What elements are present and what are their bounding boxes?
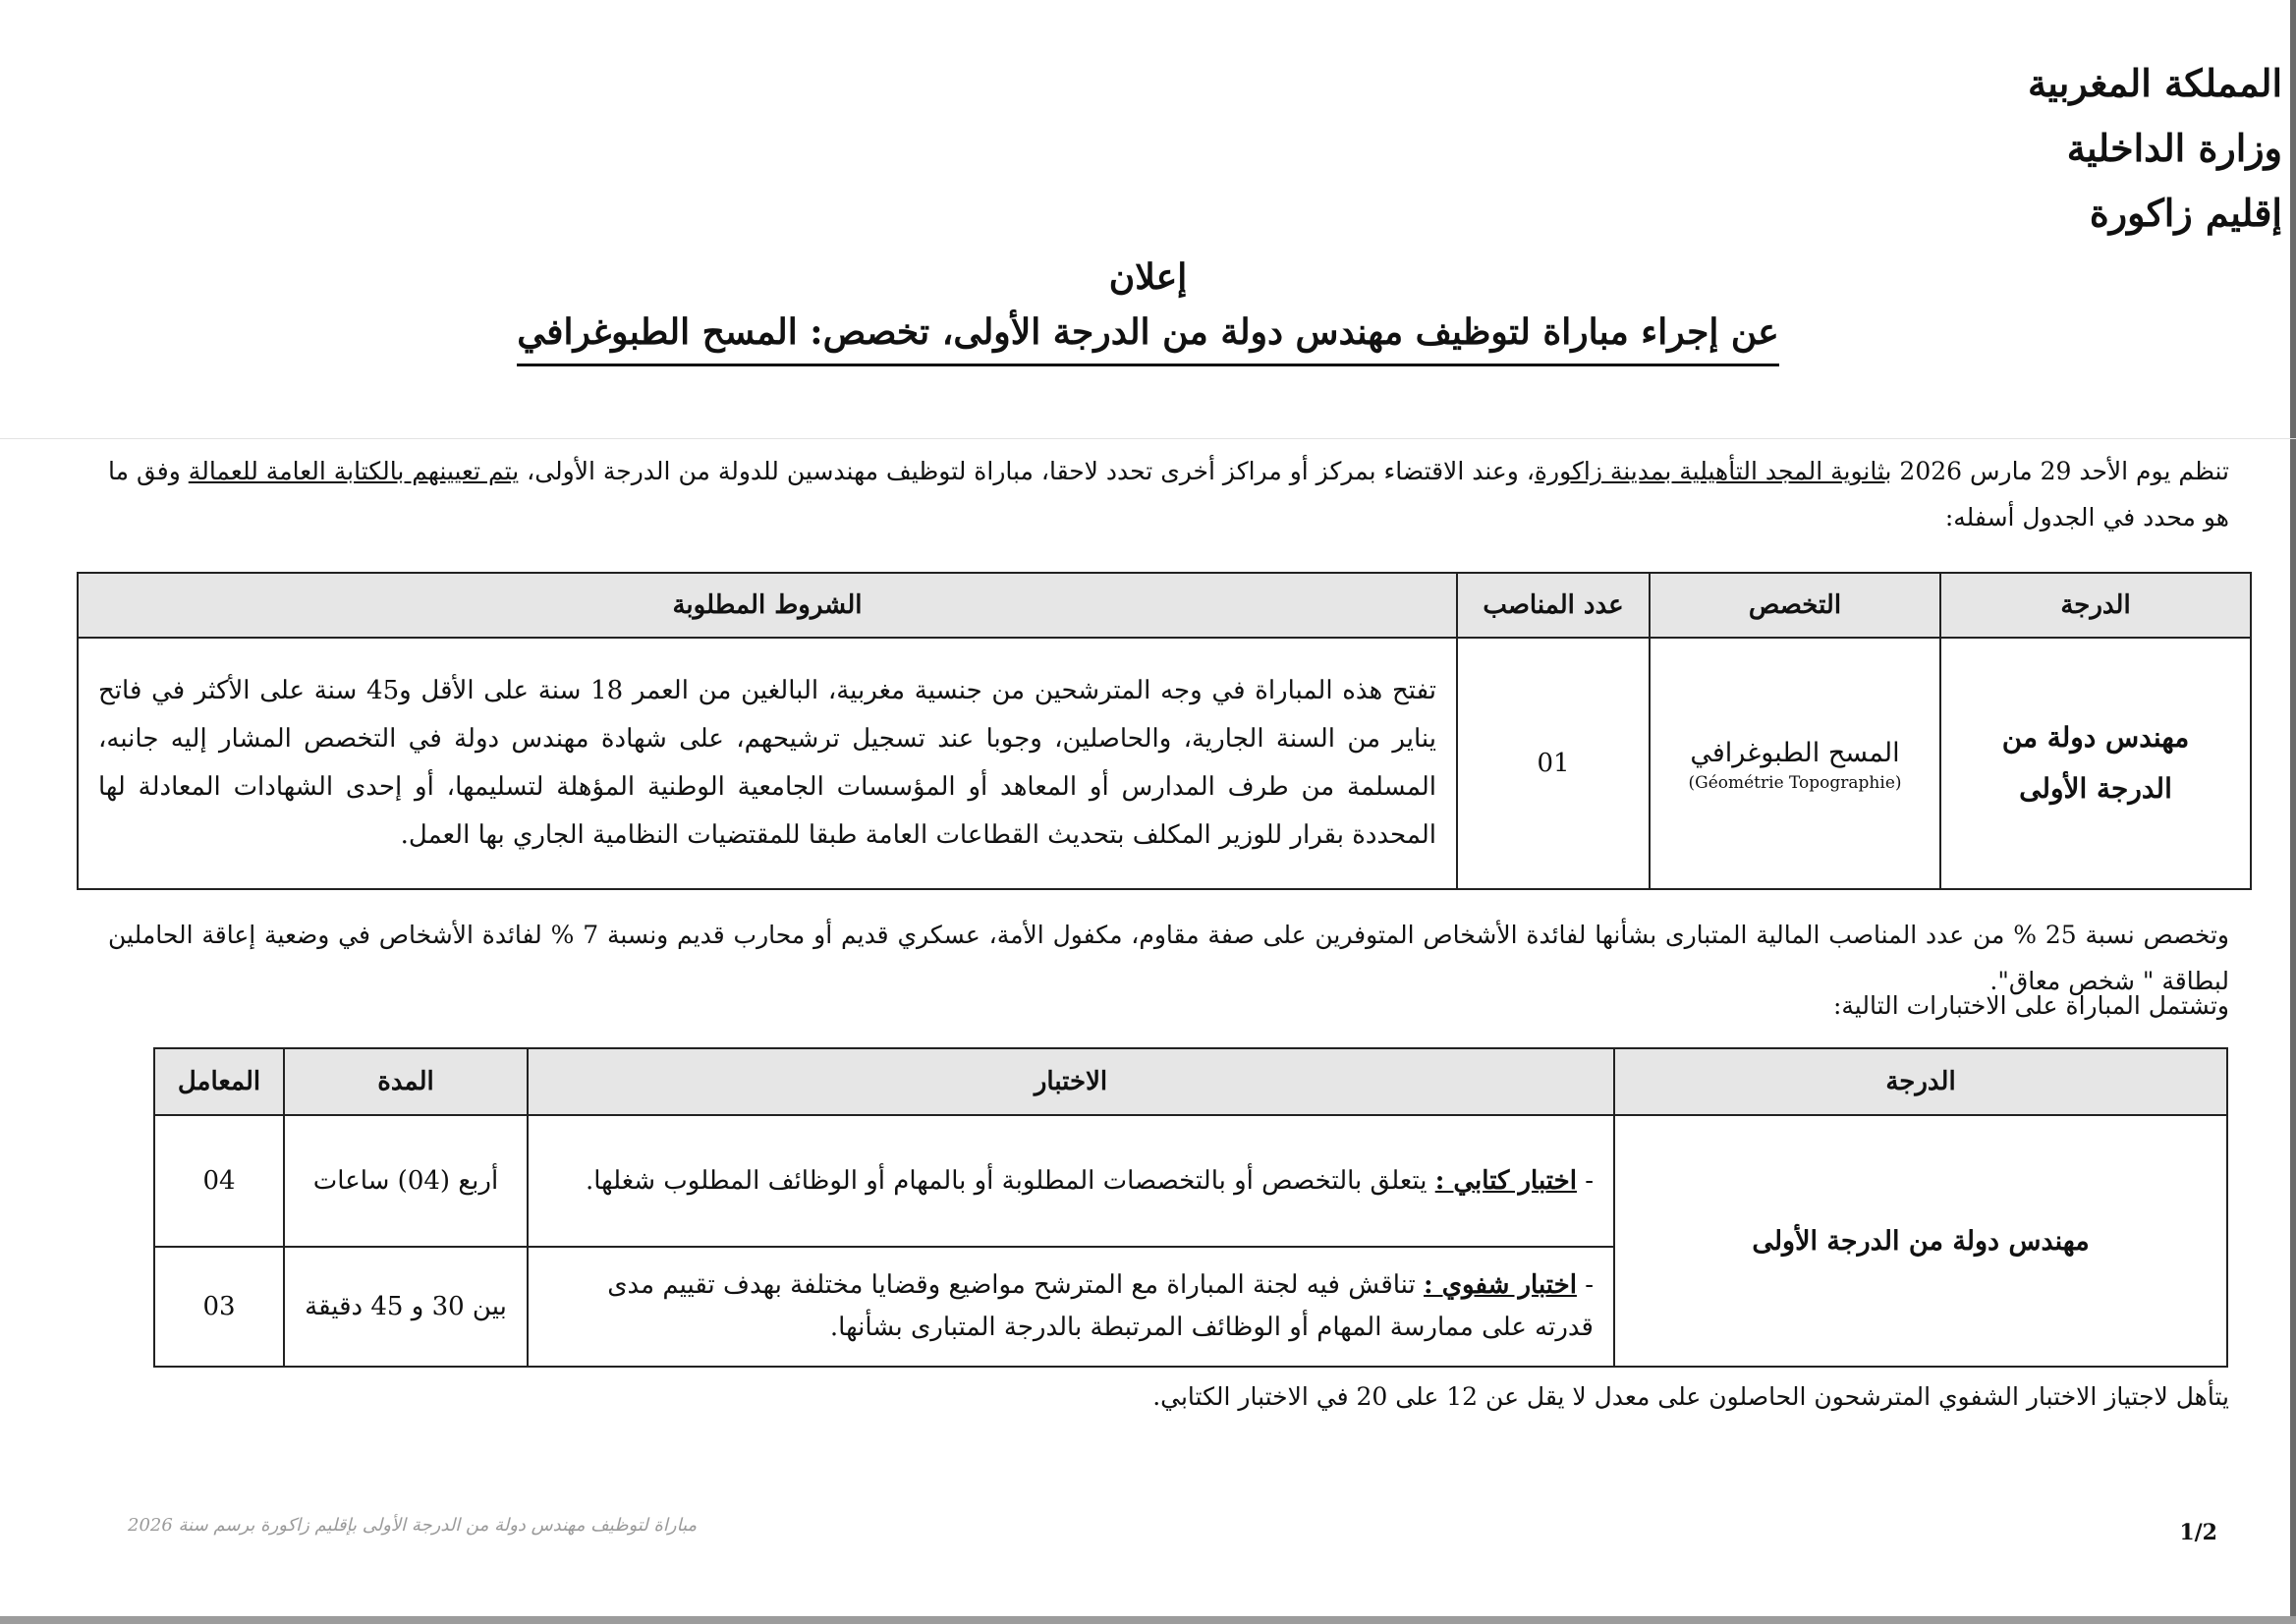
oral-test-text: تناقش فيه لجنة المباراة مع المترشح مواضيع وقضايا مختلفة بهدف تقييم مدى قدرته على ممارسة المهام أو الوظائف المرتبطة بالدرجة المتبارى بشأنها. <box>607 1270 1594 1342</box>
cell-grade <box>1940 638 2251 889</box>
footer-note: مباراة لتوظيف مهندس دولة من الدرجة الأولى بإقليم زاكورة برسم سنة 2026 <box>128 1515 698 1536</box>
col-grade: الدرجة <box>1940 573 2251 638</box>
scan-fold-line <box>0 438 2296 439</box>
specialty-french: (Géométrie Topographie) <box>1688 773 1902 793</box>
page-number: 1/2 <box>2179 1520 2217 1545</box>
oral-condition: يتأهل لاجتياز الاختبار الشفوي المترشحون الحاصلون على معدل لا يقل عن 12 على 20 في الاختبار الكتابي. <box>1152 1382 2229 1411</box>
col-positions: عدد المناصب <box>1457 573 1650 638</box>
cell-oral-duration: بين 30 و 45 دقيقة <box>284 1247 528 1367</box>
cell-oral-test: - اختبار شفوي : تناقش فيه لجنة المباراة مع المترشح مواضيع وقضايا مختلفة بهدف تقييم مدى قدرته على ممارسة المهام أو الوظائف المرتبطة بالدرجة المتبارى بشأنها. <box>528 1247 1614 1367</box>
oral-test-label: اختبار شفوي : <box>1424 1270 1577 1300</box>
cell-positions: 01 <box>1457 638 1650 889</box>
col-conditions: الشروط المطلوبة <box>78 573 1457 638</box>
intro-paragraph <box>108 448 2229 540</box>
written-test-text: يتعلق بالتخصص أو بالتخصصات المطلوبة أو بالمهام أو الوظائف المطلوب شغلها. <box>585 1165 1435 1196</box>
cell-specialty <box>1650 638 1940 889</box>
document-title-block <box>0 253 2296 366</box>
scan-edge-right <box>2290 0 2296 1624</box>
positions-table <box>77 572 2252 890</box>
test-row-written <box>154 1115 2227 1247</box>
tests-intro: وتشتمل المباراة على الاختبارات التالية: <box>1832 991 2229 1020</box>
announcement-title: إعلان <box>1108 256 1188 298</box>
cell-test-grade: مهندس دولة من الدرجة الأولى <box>1614 1115 2227 1367</box>
scan-edge-bottom <box>0 1616 2296 1624</box>
header-province: إقليم زاكورة <box>2089 191 2282 235</box>
specialty-arabic: المسح الطبوغرافي <box>1690 738 1900 768</box>
col-specialty: التخصص <box>1650 573 1940 638</box>
institution-header <box>1889 51 2282 246</box>
cell-written-test: - اختبار كتابي : يتعلق بالتخصص أو بالتخصصات المطلوبة أو بالمهام أو الوظائف المطلوب شغلها. <box>528 1115 1614 1247</box>
tests-table-header <box>154 1048 2227 1115</box>
intro-school: بثانوية المجد التأهيلية بمدينة زاكورة <box>1534 457 1892 485</box>
col-coefficient: المعامل <box>154 1048 284 1115</box>
intro-middle: ، وعند الاقتضاء بمركز أو مراكز أخرى تحدد لاحقا، مباراة لتوظيف مهندسين للدولة من الدرجة الأولى، <box>519 457 1535 485</box>
positions-table-header <box>78 573 2251 638</box>
intro-date: تنظم يوم الأحد 29 مارس 2026 <box>1891 457 2230 485</box>
written-test-label: اختبار كتابي : <box>1434 1165 1577 1196</box>
header-ministry: وزارة الداخلية <box>2066 126 2282 170</box>
announcement-subtitle: عن إجراء مباراة لتوظيف مهندس دولة من الدرجة الأولى، تخصص: المسح الطبوغرافي <box>517 303 1779 366</box>
col-test-grade: الدرجة <box>1614 1048 2227 1115</box>
intro-assignment: يتم تعيينهم بالكتابة العامة للعمالة <box>188 457 520 485</box>
cell-written-duration: أربع (04) ساعات <box>284 1115 528 1247</box>
header-kingdom: المملكة المغربية <box>2027 61 2282 105</box>
col-test: الاختبار <box>528 1048 1614 1115</box>
tests-table <box>153 1047 2228 1368</box>
cell-written-coefficient: 04 <box>154 1115 284 1247</box>
quota-paragraph: وتخصص نسبة 25 % من عدد المناصب المالية المتبارى بشأنها لفائدة الأشخاص المتوفرين على صفة مقاوم، مكفول الأمة، عسكري قديم أو محارب قديم ونسبة 7 % لفائدة الأشخاص في وضعية إعاقة الحاملين لبطاقة " شخص معاق". <box>108 921 2230 995</box>
cell-oral-coefficient: 03 <box>154 1247 284 1367</box>
cell-conditions: تفتح هذه المباراة في وجه المترشحين من جنسية مغربية، البالغين من العمر 18 سنة على الأقل و45 سنة على الأكثر في فاتح يناير من السنة الجارية، والحاصلين، وجوبا عند تسجيل ترشيحهم، على شهادة مهندس دولة في التخصص المشار إليه جانبه، المسلمة من طرف المدارس أو المعاهد أو المؤسسات الجامعية الوطنية المؤهلة لتسليمها، أو إحدى الشهادات المعادلة لها المحددة بقرار للوزير المكلف بتحديث القطاعات العامة طبقا للمقتضيات النظامية الجاري بها العمل. <box>78 638 1457 889</box>
intro-end: وفق ما هو محدد في الجدول أسفله: <box>108 457 2229 532</box>
col-duration: المدة <box>284 1048 528 1115</box>
grade-text: مهندس دولة من الدرجة الأولى <box>2001 721 2190 805</box>
positions-table-row <box>78 638 2251 889</box>
